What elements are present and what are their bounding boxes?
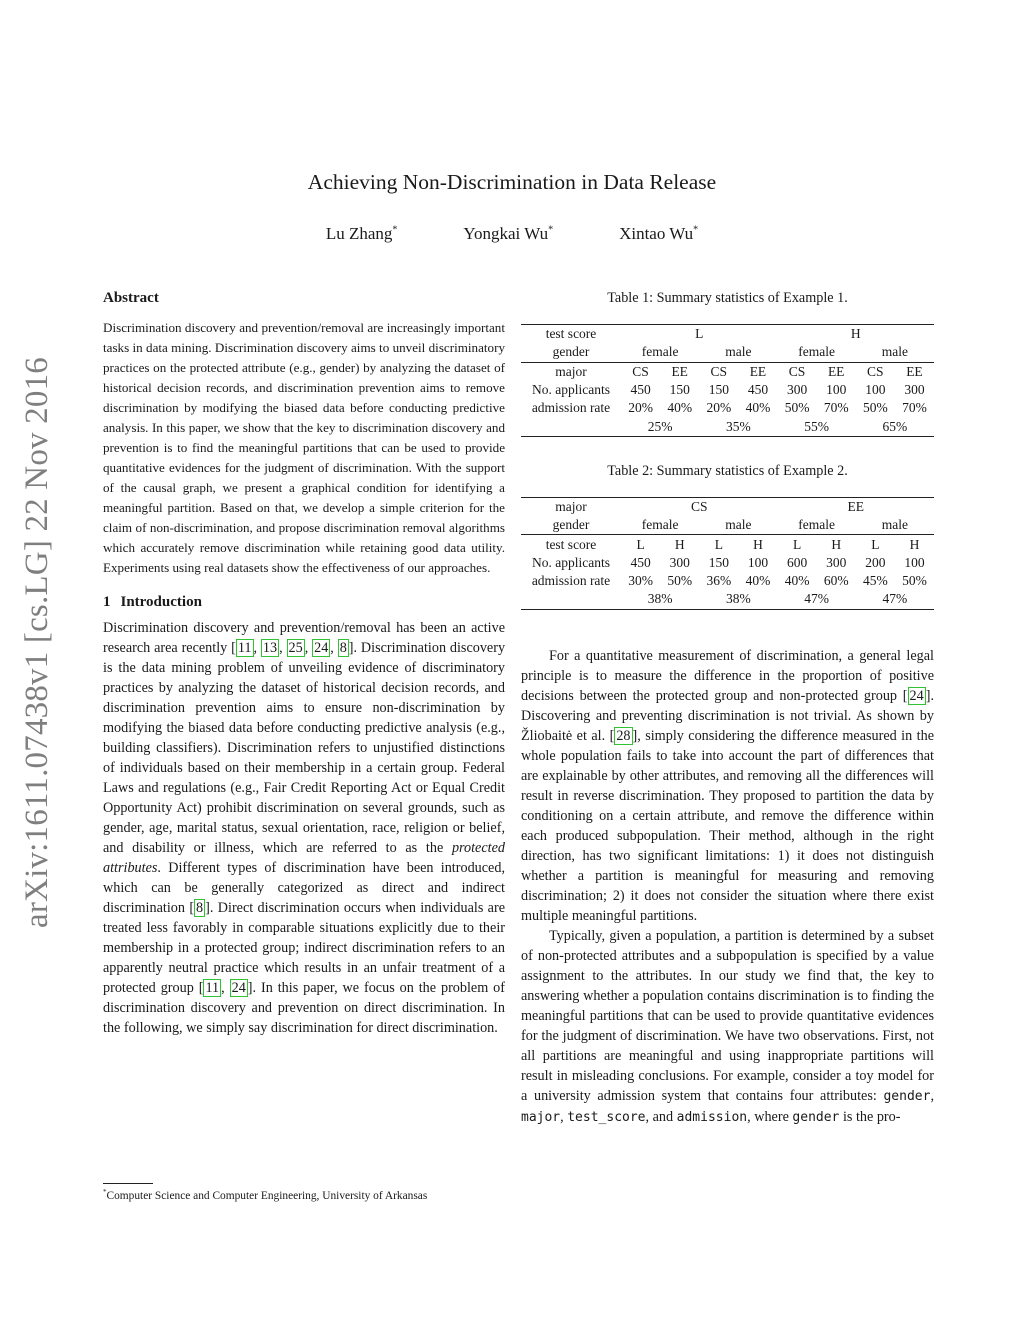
- row-label: [521, 417, 621, 436]
- table-cell: 30%: [628, 573, 653, 589]
- row-label: No. applicants: [532, 554, 610, 570]
- citation-link[interactable]: 24: [909, 687, 924, 704]
- author-name: Lu Zhang: [325, 224, 393, 243]
- table-cell: 70%: [902, 400, 927, 416]
- arxiv-sidebar: [14, 345, 60, 940]
- citation-link[interactable]: 25: [288, 640, 303, 656]
- paper-title: Achieving Non-Discrimination in Data Release: [307, 170, 717, 194]
- footnote-mark: *: [103, 1188, 107, 1196]
- table-cell: 300: [904, 382, 925, 398]
- table-cell: 47%: [778, 590, 856, 609]
- citation-link[interactable]: 24: [231, 980, 246, 996]
- intro-text: . Different types of discrimination have been introduced, which can be generally categorized as direct and indirect discrimination: [103, 860, 505, 916]
- table-cell: 450: [630, 554, 651, 570]
- table-cell: 600: [786, 554, 808, 570]
- citation-link[interactable]: 11: [205, 980, 220, 996]
- author-name: Yongkai Wu: [463, 224, 549, 243]
- attribute-name: gender: [883, 1088, 931, 1104]
- body-text: , and: [645, 1108, 677, 1125]
- row-label: No. applicants: [532, 382, 610, 398]
- abstract-text: Discrimination discovery and prevention/removal are increasingly important tasks in data mining. Discrimination discovery aims to unveil discriminatory practices on the protected attribute (e.g., gender) by analyzing the dataset of historical decision records, and discrimination prevention aims to remove discrimination by modifying the biased data before conducting predictive analysis. In this paper, we show that the key to discrimination discovery and prevention is to find the meaningful partitions that can be used to provide quantitative evidences for the judgment of discrimination. With the support of the causal graph, we present a graphical condition for identifying a meaningful partition. Based on that, we develop a simple criterion for the claim of non-discrimination, and propose discrimination removal algorithms which accurately remove discrimination while retaining good data utility. Experiments using real datasets show the effectiveness of our approaches.: [103, 320, 505, 575]
- table-row: [521, 325, 934, 344]
- row-label: test score: [521, 325, 621, 344]
- table-cell: 20%: [628, 400, 653, 416]
- table-cell: CS: [621, 497, 778, 516]
- row-label: admission rate: [531, 400, 611, 416]
- citation-link[interactable]: 28: [616, 727, 631, 744]
- body-text: is the pro-: [839, 1108, 901, 1125]
- table-row: [521, 516, 934, 535]
- table-cell: CS: [710, 363, 728, 379]
- table-cell: 450: [747, 382, 769, 398]
- table-cell: 100: [904, 554, 925, 570]
- body-text: Typically, given a population, a partition is determined by a subset of non-protected attributes and a subpopulation is specified by a value assignment to the attributes. In our study we find that, the key to answering whether a population contains discrimination is to finding the meaningful partitions that can be used to provide quantitative evidences for the judgment of discrimination. We have two observations. First, not all partitions are meaningful and using inappropriate partitions will result in misleading conclusions. For example, consider a toy model for a university admission system that contains four attributes:: [521, 927, 934, 1104]
- citation-link[interactable]: 13: [262, 640, 278, 656]
- table-cell: 55%: [778, 417, 856, 436]
- table-cell: L: [621, 325, 778, 344]
- row-label: gender: [521, 343, 621, 362]
- table-cell: 60%: [823, 573, 849, 589]
- section-number: 1: [103, 594, 111, 610]
- section-title: Introduction: [120, 594, 202, 610]
- table-row: [521, 399, 934, 417]
- arxiv-identifier: arXiv:1611.07438v1 [cs.LG] 22 Nov 2016: [19, 357, 55, 928]
- table-cell: 47%: [856, 590, 934, 609]
- table-row: [521, 343, 934, 362]
- table-cell: 38%: [621, 590, 699, 609]
- table-cell: CS: [788, 363, 806, 379]
- table-cell: female: [621, 516, 699, 535]
- footnote-text: Computer Science and Computer Engineering, University of Arkansas: [106, 1189, 428, 1202]
- citation-link[interactable]: 8: [339, 640, 347, 656]
- row-label: major: [555, 363, 587, 379]
- abstract-heading: Abstract: [103, 290, 159, 306]
- row-label: major: [521, 497, 621, 516]
- author-1: [326, 224, 398, 244]
- table-cell: male: [856, 343, 934, 362]
- table-row: [521, 381, 934, 399]
- attribute-name: test_score: [567, 1109, 646, 1125]
- table-row: [521, 362, 934, 381]
- table-cell: 40%: [784, 573, 810, 589]
- table-cell: 50%: [902, 573, 927, 589]
- table-cell: 25%: [621, 417, 699, 436]
- body-text: . Discovering and preventing discrimination is not trivial. As shown by Žliobaitė et al.: [521, 687, 934, 744]
- intro-text: . Discrimination discovery is the data mining problem of unveiling evidence of discriminatory practices by analyzing the dataset of historical decision records, and discrimination prevention aims to ensure non-discrimination by modifying the biased data before conducting predictive analysis (e.g., building classifiers). Discrimination refers to unjustified distinctions of individuals based on their membership in a certain group. Federal Laws and regulations (e.g., Fair Credit Reporting Act or Equal Credit Opportunity Act) prohibit discrimination on several grounds, such as gender, age, marital status, sexual orientation, race, religion or belief, and disability or illness, which are referred to as the: [103, 640, 506, 856]
- attribute-name: admission: [676, 1109, 748, 1125]
- table-cell: 300: [669, 554, 690, 570]
- table-cell: EE: [827, 363, 845, 379]
- author-3: [619, 224, 698, 244]
- table-cell: male: [699, 343, 777, 362]
- left-column: [103, 290, 505, 1038]
- table-row: [521, 417, 934, 436]
- table-cell: H: [778, 325, 935, 344]
- intro-text: . Direct discrimination occurs when individuals are treated less favorably in comparable situations explicitly due to their membership in a protected group; indirect discrimination refers to an apparently neutral practice which results in an unfair treatment of a protected group: [103, 900, 505, 996]
- row-label: admission rate: [531, 573, 611, 589]
- table-cell: 450: [630, 382, 651, 398]
- table-cell: H: [909, 536, 920, 552]
- row-label: gender: [521, 516, 621, 535]
- table-cell: L: [714, 536, 723, 552]
- table-cell: EE: [778, 497, 935, 516]
- table-cell: 300: [786, 382, 808, 398]
- author-mark: *: [548, 224, 554, 236]
- section-heading: [103, 594, 505, 618]
- table2-caption: Table 2: Summary statistics of Example 2.: [607, 462, 848, 479]
- table-cell: male: [699, 516, 777, 535]
- table-cell: 300: [826, 554, 847, 570]
- row-label: test score: [545, 536, 597, 552]
- body-text: ,: [930, 1087, 934, 1104]
- row-label: [521, 590, 621, 609]
- table-cell: 50%: [667, 573, 693, 589]
- attribute-name: gender: [792, 1109, 840, 1125]
- table1: [521, 324, 934, 437]
- table-cell: 100: [865, 382, 886, 398]
- table-cell: EE: [906, 363, 923, 379]
- table-cell: EE: [671, 363, 688, 379]
- author-2: [463, 224, 553, 244]
- table-row: [521, 497, 934, 516]
- author-mark: *: [693, 224, 699, 236]
- table-cell: H: [674, 536, 685, 552]
- table1-caption: Table 1: Summary statistics of Example 1.: [607, 290, 848, 306]
- body-text: , where: [747, 1108, 793, 1125]
- author-mark: *: [392, 224, 398, 236]
- table-cell: 100: [826, 382, 847, 398]
- body-paragraph: [521, 926, 934, 1128]
- table-cell: female: [778, 343, 856, 362]
- attribute-name: major: [521, 1109, 561, 1125]
- table-cell: 150: [669, 382, 690, 398]
- intro-paragraph: Discrimination discovery and prevention/removal has been an active research area recently [ 11 , 13 , 25 , 24 , 8 ]. Discrimination discovery is the data mining problem of unveiling evidence of discriminatory practices by analyzing the dataset of historical decision records, and discrimination prevention aims to ensure non-discrimination by modifying the biased data before conducting predictive analysis (e.g., building classifiers). Discrimination refers to unjustified distinctions of individuals based on their membership in a certain group. Federal Laws and regulations (e.g., Fair Credit Reporting Act or Equal Credit Opportunity Act) prohibit discrimination on several grounds, such as gender, age, marital status, sexual orientation, race, religion or belief, and disability or illness, which are referred to as the protected attributes. Different types of discrimination have been introduced, which can be generally categorized as direct and indirect discrimination [ 8 ]. Direct discrimination occurs when individuals are treated less favorably in comparable situations explicitly due to their membership in a protected group; indirect discrimination refers to an apparently neutral practice which results in an unfair treatment of a protected group [ 11 , 24 ]. In this paper, we focus on the problem of discrimination discovery and prevention on direct discrimination. In the following, we simply say discrimination for direct discrimination.: [103, 620, 506, 1036]
- intro-text: Discrimination discovery and prevention/removal has been an active research area recently: [103, 620, 505, 656]
- table-row: [521, 535, 934, 554]
- table-cell: male: [856, 516, 934, 535]
- right-body: [521, 646, 934, 1128]
- table-cell: L: [871, 536, 880, 552]
- body-text: ,: [560, 1108, 568, 1125]
- table-cell: H: [753, 536, 763, 552]
- table-row: [521, 554, 934, 572]
- table-cell: 65%: [856, 417, 934, 436]
- author-list: [0, 224, 1024, 244]
- table-cell: 45%: [862, 573, 888, 589]
- body-text: , simply considering the difference measured in the whole population fails to take into account the part of differences that are explainable by other attributes, and removing all the differences will result in reverse discrimination. They proposed to partition the data by conditioning on a certain attribute, and remove the difference within each produced subpopulation. Their method, although in the right direction, has two significant limitations: 1) it does not distinguish whether a partition is meaningful for measuring and removing discrimination; 2) it does not consider the situation where there exist multiple meaningful partitions.: [521, 727, 934, 924]
- citation-link[interactable]: 24: [314, 640, 329, 656]
- table-cell: 40%: [745, 400, 771, 416]
- table-cell: 70%: [823, 400, 849, 416]
- table-cell: CS: [632, 363, 649, 379]
- footnote: [103, 1185, 523, 1203]
- table-cell: H: [831, 536, 842, 552]
- table-cell: 38%: [699, 590, 777, 609]
- table-cell: female: [621, 343, 699, 362]
- table2: [521, 497, 934, 610]
- table-cell: 50%: [784, 400, 810, 416]
- body-text: For a quantitative measurement of discrimination, a general legal principle is to measure the difference in the proportion of positive decisions between the protected group and non-protected group: [521, 647, 934, 704]
- table-cell: 50%: [862, 400, 888, 416]
- table-cell: 20%: [706, 400, 732, 416]
- table-cell: 35%: [699, 417, 777, 436]
- emphasis-text: protected attributes: [103, 840, 505, 876]
- table-cell: 36%: [706, 573, 732, 589]
- right-column: [521, 288, 934, 1128]
- footnote-rule: [103, 1183, 153, 1184]
- intro-text: . In this paper, we focus on the problem of discrimination discovery and prevention on direct discrimination. In the following, we simply say discrimination for direct discrimination.: [103, 980, 505, 1036]
- table-cell: 100: [747, 554, 769, 570]
- citation-link[interactable]: 8: [196, 900, 204, 916]
- body-paragraph: For a quantitative measurement of discrimination, a general legal principle is to measure the difference in the proportion of positive decisions between the protected group and non-protected group [ 24 ]. Discovering and preventing discrimination is not trivial. As shown by Žliobaitė et al. [ 28 ], simply considering the difference measured in the whole population fails to take into account the part of differences that are explainable by other attributes, and removing all the differences will result in reverse discrimination. They proposed to partition the data by conditioning on a certain attribute, and remove the difference within each produced subpopulation. Their method, although in the right direction, has two significant limitations: 1) it does not distinguish whether a partition is meaningful for measuring and removing discrimination; 2) it does not consider the situation where there exist multiple meaningful partitions.: [521, 647, 934, 924]
- table-cell: L: [636, 536, 645, 552]
- table-cell: 200: [865, 554, 886, 570]
- table-cell: 40%: [745, 573, 771, 589]
- table-cell: female: [778, 516, 856, 535]
- table-cell: L: [792, 536, 802, 552]
- table-cell: 150: [708, 382, 729, 398]
- table-row: [521, 590, 934, 609]
- table-cell: EE: [749, 363, 767, 379]
- table-row: [521, 572, 934, 590]
- table-cell: 150: [708, 554, 729, 570]
- table-cell: 40%: [667, 400, 693, 416]
- citation-link[interactable]: 11: [237, 640, 252, 656]
- author-name: Xintao Wu: [619, 224, 694, 243]
- table-cell: CS: [867, 363, 884, 379]
